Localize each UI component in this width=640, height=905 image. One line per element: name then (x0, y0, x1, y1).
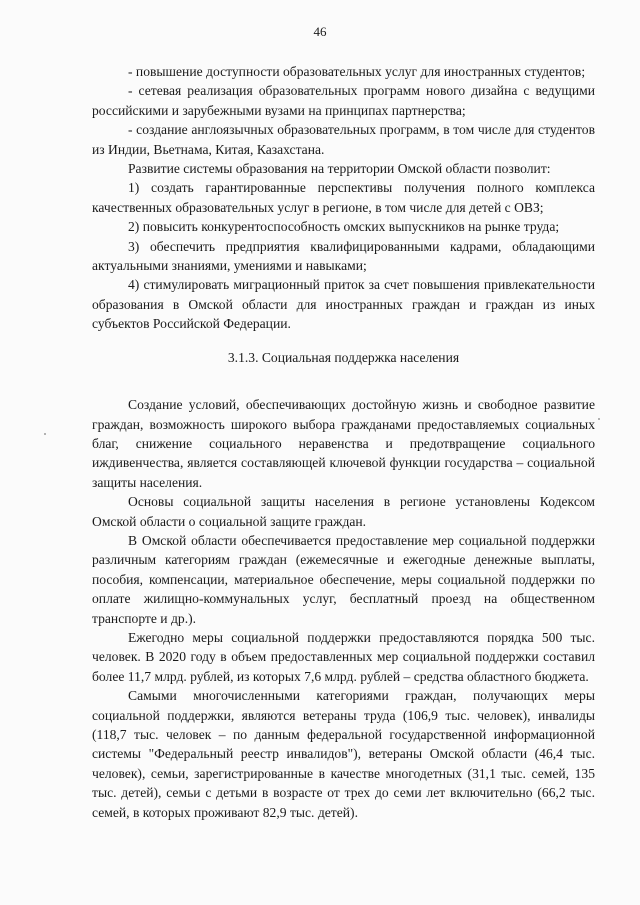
body-paragraph: Ежегодно меры социальной поддержки предоставляются порядка 500 тыс. человек. В 2020 году в объем предоставленных мер социальной поддержки составил более 11,7 млрд. рублей, из которых 7,6 млрд. рублей – средства областного бюджета. (92, 629, 595, 684)
numbered-item-paragraph: 3) обеспечить предприятия квалифицированными кадрами, обладающими актуальными знаниями, умениями и навыками; (92, 238, 595, 274)
list-item-paragraph: - создание англоязычных образовательных программ, в том числе для студентов из Индии, Вьетнама, Китая, Казахстана. (92, 122, 595, 157)
numbered-item-paragraph: 1) создать гарантированные перспективы получения полного комплекса качественных образовательных услуг в регионе, в том числе для детей с ОВЗ; (92, 180, 595, 215)
body-paragraph: В Омской области обеспечивается предоставление мер социальной поддержки различным категориям граждан (ежемесячные и ежегодные денежные выплаты, пособия, компенсации, материальное обеспечение, меры социальной поддержки по оплате жилищно-коммунальных услуг, бесплатный проезд на общественном транспорте и др.). (92, 532, 595, 626)
list-item-paragraph: - повышение доступности образовательных услуг для иностранных студентов; (128, 64, 586, 79)
body-paragraph: Самыми многочисленными категориями граждан, получающих меры социальной поддержки, являются ветераны труда (106,9 тыс. человек), инвалиды (118,7 тыс. человек – по данным федеральной государственной информационной системы "Федеральный реестр инвалидов"), ветераны Омской области (46,4 тыс. человек), семьи, зарегистрированные в качестве многодетных (31,1 тыс. семей, 135 тыс. детей), семьи с детьми в возрасте от трех до семи лет включительно (66,2 тыс. семей, в которых проживают 82,9 тыс. детей). (92, 688, 595, 820)
section-heading: 3.1.3. Социальная поддержка населения (227, 349, 460, 365)
page-number: 46 (313, 24, 327, 39)
scan-speck (598, 418, 600, 420)
body-paragraph: Создание условий, обеспечивающих достойную жизнь и свободное развитие граждан, возможность широкого выбора гражданами предоставляемых социальных благ, снижение социального неравенства и предотвращение социального иждивенчества, является составляющей ключевой функции государства – социальной защиты населения. (92, 397, 595, 490)
body-paragraph: Развитие системы образования на территории Омской области позволит: (128, 161, 551, 177)
scan-speck (44, 433, 46, 435)
body-paragraph: Основы социальной защиты населения в регионе установлены Кодексом Омской области о социальной защите граждан. (92, 494, 595, 529)
document-body (92, 62, 595, 822)
numbered-item-paragraph: 4) стимулировать миграционный приток за счет повышения привлекательности образования в Омской области для иностранных граждан и граждан из иных субъектов Российской Федерации. (92, 277, 595, 332)
numbered-item-paragraph: 2) повысить конкурентоспособность омских выпускников на рынке труда; (128, 219, 560, 235)
list-item-paragraph: - сетевая реализация образовательных программ нового дизайна с ведущими российскими и зарубежными вузами на принципах партнерства; (92, 83, 595, 118)
